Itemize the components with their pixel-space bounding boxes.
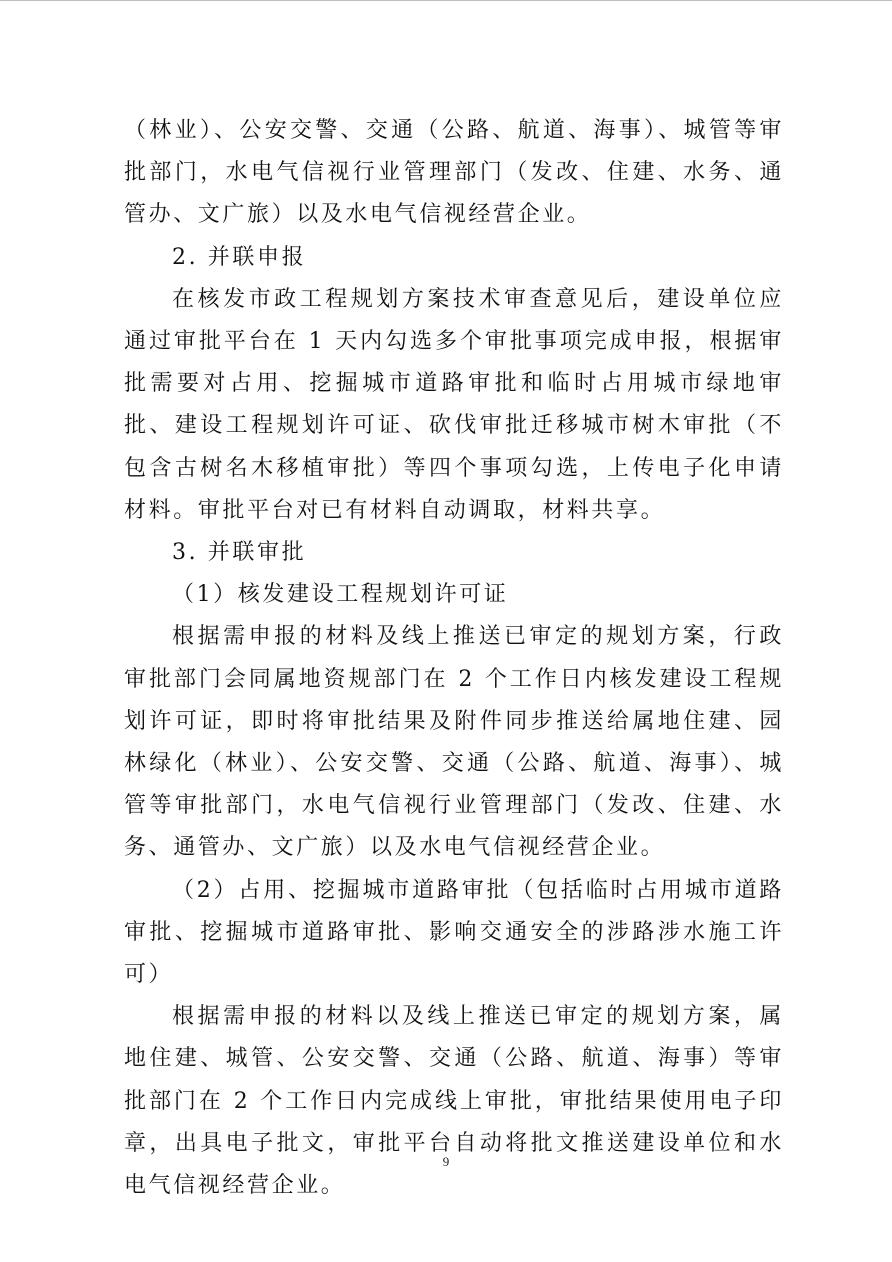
paragraph-1: （林业）、公安交警、交通（公路、航道、海事）、城管等审批部门，水电气信视行业管理部门（发改、住建、水务、通管办、文广旅）以及水电气信视经营企业。 bbox=[124, 118, 784, 228]
section-heading-parallel-application: 2. 并联申报 bbox=[172, 244, 307, 270]
paragraph-4: 根据需申报的材料以及线上推送已审定的规划方案，属地住建、城管、公安交警、交通（公路、航道、海事）等审批部门在 2 个工作日内完成线上审批，审批结果使用电子印章，出具电子批文，审批平台自动将批文推送建设单位和水电气信视经营企业。 bbox=[124, 1004, 784, 1199]
top-border-rule bbox=[0, 0, 892, 1]
document-body bbox=[124, 110, 784, 1207]
paragraph-2: 在核发市政工程规划方案技术审查意见后，建设单位应通过审批平台在 1 天内勾选多个审批事项完成申报，根据审批需要对占用、挖掘城市道路审批和临时占用城市绿地审批、建设工程规划许可证、砍伐审批迁移城市树木审批（不包含古树名木移植审批）等四个事项勾选，上传电子化申请材料。审批平台对已有材料自动调取，材料共享。 bbox=[124, 286, 784, 523]
subsection-heading-planning-permit: （1）核发建设工程规划许可证 bbox=[172, 582, 509, 608]
subsection-heading-road-occupation: （2）占用、挖掘城市道路审批（包括临时占用城市道路审批、挖掘城市道路审批、影响交通安全的涉路涉水施工许可） bbox=[124, 877, 784, 988]
section-heading-parallel-approval: 3. 并联审批 bbox=[172, 540, 307, 566]
page-number: 9 bbox=[442, 1154, 450, 1169]
paragraph-3: 根据需申报的材料及线上推送已审定的规划方案，行政审批部门会同属地资规部门在 2 个工作日内核发建设工程规划许可证，即时将审批结果及附件同步推送给属地住建、园林绿化（林业）、公安交警、交通（公路、航道、海事）、城管等审批部门，水电气信视行业管理部门（发改、住建、水务、通管办、文广旅）以及水电气信视经营企业。 bbox=[124, 624, 784, 861]
